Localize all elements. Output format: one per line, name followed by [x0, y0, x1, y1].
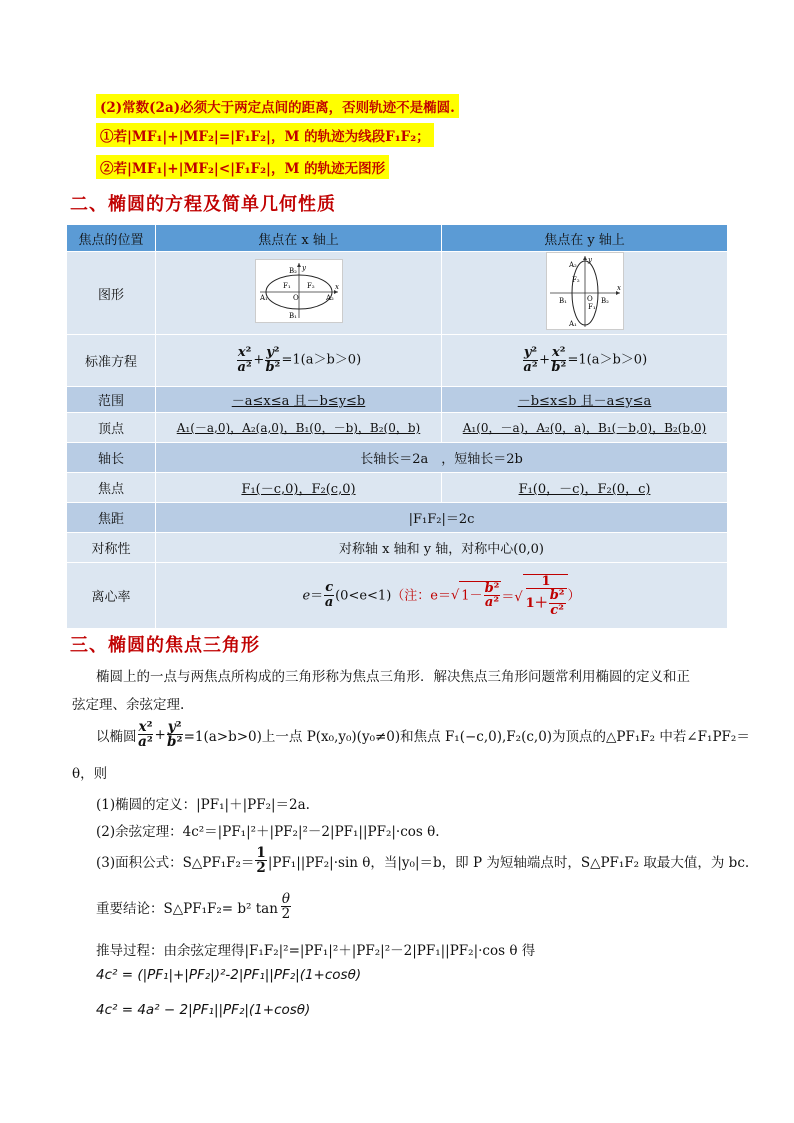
equation-y: $\frac{\text{y²}}{\text{a²}}$ + $\frac{\text{x²}}{\text{b²}}$ =1(a＞b＞0) [442, 335, 728, 387]
svg-text:B₂: B₂ [600, 297, 609, 305]
table-row [67, 533, 728, 563]
table-row [67, 443, 728, 473]
item-definition: (1)椭圆的定义：|PF₁|＋|PF₂|＝2a. [96, 797, 310, 813]
row-label-figure: 图形 [67, 252, 156, 335]
item-area-formula: (3)面积公式：S△PF₁F₂＝ $\frac{1}{2}$ |PF₁||PF₂|·sin θ，当|y₀|＝b，即 P 为短轴端点时，S△PF₁F₂ 取最大值，为 bc. [96, 845, 750, 877]
table-row [67, 335, 728, 387]
focal-distance: |F₁F₂|＝2c [156, 503, 728, 533]
foci-x: F₁(－c,0)，F₂(c,0) [156, 473, 442, 503]
row-label-foci: 焦点 [67, 473, 156, 503]
eccentricity-note-prefix: （注：e＝ [391, 588, 451, 603]
item-cosine-law: (2)余弦定理：4c²＝|PF₁|²＋|PF₂|²－2|PF₁||PF₂|·cos θ. [96, 824, 440, 840]
important-conclusion-text: 重要结论：S△PF₁F₂= b² tan [96, 900, 278, 917]
condition-theta: θ，则 [72, 766, 108, 782]
svg-text:O: O [292, 294, 299, 302]
row-label-eccentricity: 离心率 [67, 563, 156, 629]
row-label-equation: 标准方程 [67, 335, 156, 387]
svg-text:x: x [334, 283, 339, 291]
area-formula-prefix: (3)面积公式：S△PF₁F₂＝ [96, 854, 255, 871]
table-row [67, 503, 728, 533]
important-conclusion: 重要结论：S△PF₁F₂= b² tan $\frac{\theta}{2}$ [96, 891, 291, 923]
svg-text:y: y [301, 264, 306, 272]
svg-text:x: x [616, 284, 621, 292]
intro-line-1: 椭圆上的一点与两焦点所构成的三角形称为焦点三角形．解决焦点三角形问题常利用椭圆的定义和正 [96, 669, 690, 685]
row-label-vertices: 顶点 [67, 413, 156, 443]
equation-x-rest: =1(a＞b＞0) [281, 353, 362, 368]
eccentricity-note-suffix: ） [567, 588, 581, 603]
svg-text:F₁: F₁ [587, 303, 596, 311]
derivation-eq-2: 4c² = 4a² − 2|PF₁||PF₂|(1+cosθ) [96, 1002, 311, 1018]
symmetry-value: 对称轴 x 轴和 y 轴，对称中心(0,0) [156, 533, 728, 563]
equation-x: $\frac{\text{x²}}{\text{a²}}$ + $\frac{\text{y²}}{\text{b²}}$ =1(a＞b＞0) [156, 335, 442, 387]
condition-prefix: 以椭圆 [96, 728, 137, 745]
svg-text:B₁: B₁ [288, 312, 297, 320]
vertices-y: A₁(0，－a)，A₂(0，a)，B₁(－b,0)，B₂(b,0) [442, 413, 728, 443]
svg-text:B₂: B₂ [288, 267, 297, 275]
svg-text:A₁: A₁ [568, 320, 577, 328]
eccentricity-range: (0<e<1) [335, 588, 392, 603]
figure-y-ellipse [442, 252, 728, 335]
eccentricity-value: e＝ $\frac{c}{a}$ (0<e<1)（注：e＝√ 1－ $\frac{\text{b²}}{\text{a²}}$ ＝√ 1 1＋ $\frac{\text{b²}}{\text{c²}}$ ） [156, 563, 728, 629]
note-empty-case: ②若|MF₁|+|MF₂|<|F₁F₂|，M 的轨迹无图形 [96, 155, 389, 179]
svg-text:O: O [586, 295, 593, 303]
header-position: 焦点的位置 [67, 225, 156, 252]
figure-x-ellipse [156, 252, 442, 335]
table-row [67, 563, 728, 629]
svg-text:A₂: A₂ [568, 261, 577, 269]
header-y-axis: 焦点在 y 轴上 [442, 225, 728, 252]
ellipse-vertical-diagram [546, 252, 624, 330]
vertices-x: A₁(－a,0)，A₂(a,0)，B₁(0，－b)，B₂(0，b) [156, 413, 442, 443]
note-segment-case: ①若|MF₁|+|MF₂|=|F₁F₂|，M 的轨迹为线段F₁F₂； [96, 123, 434, 147]
condition-rest: =1(a>b>0)上一点 P(x₀,y₀)(y₀≠0)和焦点 F₁(−c,0),F₂(c,0)为顶点的△PF₁F₂ 中若∠F₁PF₂＝ [183, 728, 750, 745]
svg-text:B₁: B₁ [558, 297, 567, 305]
derivation-eq-1: 4c² = (|PF₁|+|PF₂|)²-2|PF₁||PF₂|(1+cosθ) [96, 967, 362, 983]
axis-length: 长轴长＝2a ，短轴长＝2b [156, 443, 728, 473]
ellipse-properties-table [66, 224, 728, 629]
svg-text:y: y [587, 256, 592, 264]
svg-text:A₁: A₁ [259, 294, 268, 302]
header-x-axis: 焦点在 x 轴上 [156, 225, 442, 252]
table-header-row [67, 225, 728, 252]
svg-text:A₂: A₂ [325, 294, 334, 302]
derivation-line: 推导过程：由余弦定理得|F₁F₂|²=|PF₁|²＋|PF₂|²－2|PF₁||PF₂|·cos θ 得 [96, 943, 536, 959]
table-row [67, 413, 728, 443]
row-label-symmetry: 对称性 [67, 533, 156, 563]
intro-line-2: 弦定理、余弦定理. [72, 697, 185, 713]
svg-text:F₂: F₂ [571, 276, 580, 284]
note-constant: (2)常数(2a)必须大于两定点间的距离，否则轨迹不是椭圆. [96, 94, 459, 118]
equation-y-rest: =1(a＞b＞0) [567, 353, 648, 368]
table-row [67, 387, 728, 413]
area-formula-rest: |PF₁||PF₂|·sin θ，当|y₀|＝b，即 P 为短轴端点时，S△PF₁F₂ 取最大值，为 bc. [267, 854, 750, 871]
row-label-range: 范围 [67, 387, 156, 413]
range-y: －b≤x≤b 且－a≤y≤a [442, 387, 728, 413]
table-row [67, 252, 728, 335]
ellipse-horizontal-diagram [255, 259, 343, 323]
row-label-axis: 轴长 [67, 443, 156, 473]
svg-text:F₁: F₁ [282, 282, 291, 290]
table-row [67, 473, 728, 503]
svg-text:F₂: F₂ [306, 282, 315, 290]
foci-y: F₁(0，－c)，F₂(0，c) [442, 473, 728, 503]
condition-line: 以椭圆 $\frac{\text{x²}}{\text{a²}}$ + $\frac{\text{y²}}{\text{b²}}$ =1(a>b>0)上一点 P(x₀,y₀)(y₀≠0)和焦点 F₁(−c,0),F₂(c,0)为顶点的△PF₁F₂ 中若∠F₁PF₂＝ [96, 719, 750, 751]
row-label-focal: 焦距 [67, 503, 156, 533]
section-title-properties: 二、椭圆的方程及简单几何性质 [70, 194, 336, 215]
range-x: －a≤x≤a 且－b≤y≤b [156, 387, 442, 413]
section-title-focal-triangle: 三、椭圆的焦点三角形 [70, 635, 260, 656]
